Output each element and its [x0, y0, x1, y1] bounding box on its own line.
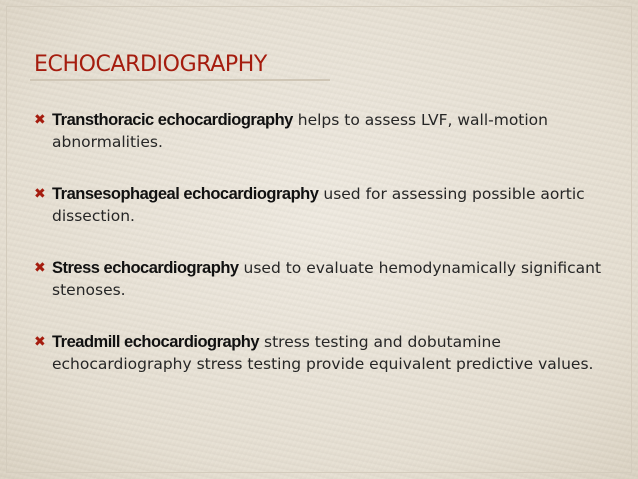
bullet-item-transesophageal [34, 183, 626, 227]
x-mark-icon: ✖ [34, 260, 46, 276]
bullet-term: Transesophageal echocardiography [52, 185, 319, 203]
bullet-term: Transthoracic echocardiography [52, 111, 293, 129]
title-underline [30, 79, 330, 81]
bullet-term: Stress echocardiography [52, 259, 239, 277]
bullet-item-treadmill [34, 331, 626, 375]
x-mark-icon: ✖ [34, 186, 46, 202]
bullet-term: Treadmill echocardiography [52, 333, 260, 351]
bullet-description: helps to assess LVF, wall-motion abnormalities. [52, 111, 548, 151]
x-mark-icon: ✖ [34, 112, 46, 128]
slide-title: ECHOCARDIOGRAPHY [34, 52, 267, 77]
x-mark-icon: ✖ [34, 334, 46, 350]
bullet-description: used to evaluate hemodynamically significant stenoses. [52, 259, 602, 299]
bullet-description: used for assessing possible aortic dissection. [52, 185, 585, 225]
bullet-list [34, 109, 626, 405]
bullet-description: stress testing and dobutamine echocardiography stress testing provide equivalent predictive values. [52, 333, 594, 373]
bullet-item-stress [34, 257, 626, 301]
bullet-item-transthoracic [34, 109, 626, 153]
